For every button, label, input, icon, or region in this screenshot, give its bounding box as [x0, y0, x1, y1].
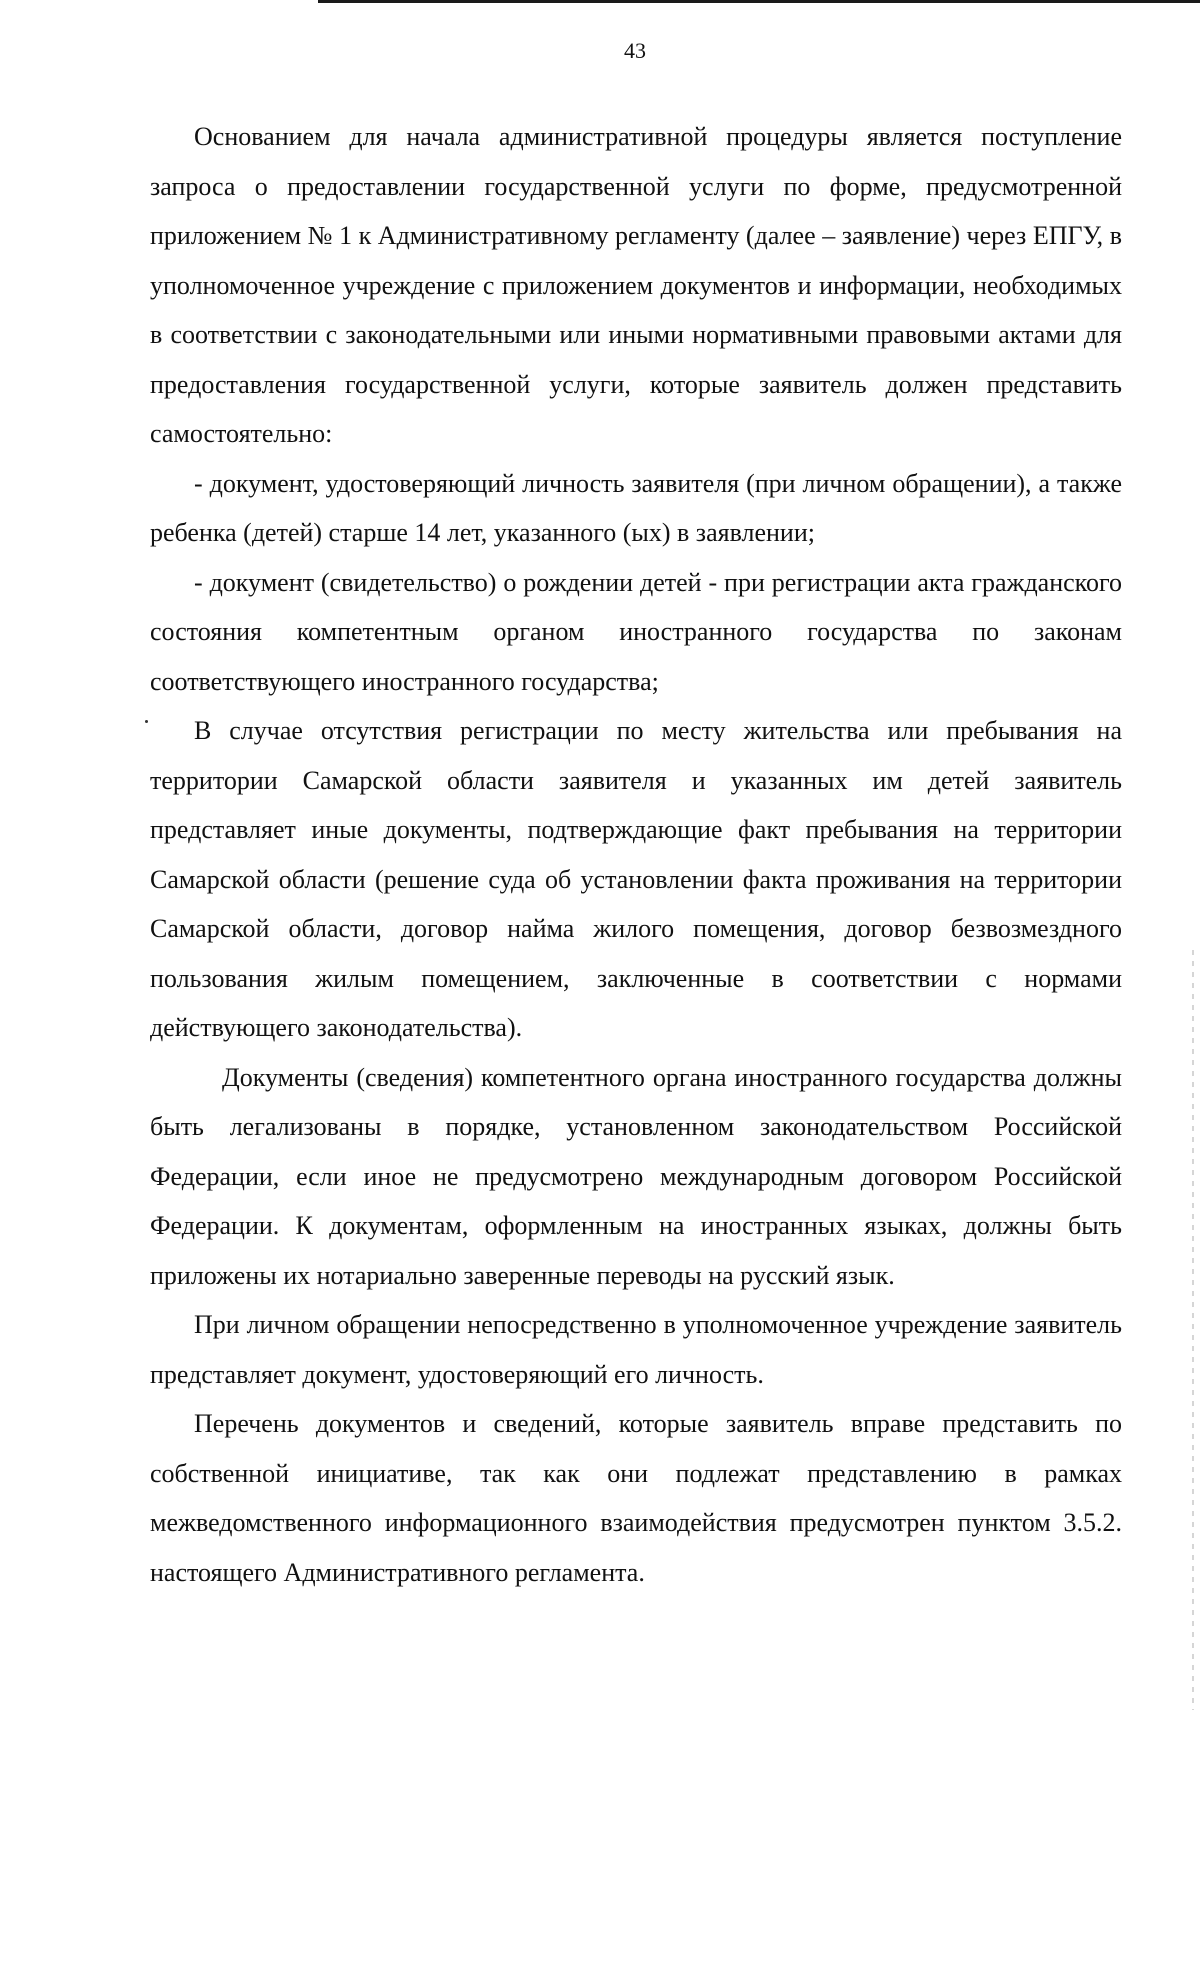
list-item-identity-document: - документ, удостоверяющий личность заявителя (при личном обращении), а также ребенка (детей) старше 14 лет, указанного (ых) в заявлении; — [150, 468, 1122, 547]
page-number: 43 — [624, 38, 646, 63]
paragraph-legalization: Документы (сведения) компетентного органа иностранного государства должны быть легализованы в порядке, установленном законодательством Российской Федерации, если иное не предусмотрено международным договором Российской Федерации. К документам, оформленным на иностранных языках, должны быть приложены их нотариально заверенные переводы на русский язык. — [150, 1062, 1122, 1290]
list-item-birth-certificate: - документ (свидетельство) о рождении детей - при регистрации акта гражданского состояния компетентным органом иностранного государства по законам соответствующего иностранного государства; — [150, 567, 1122, 696]
paragraph-personal-visit: При личном обращении непосредственно в уполномоченное учреждение заявитель представляет документ, удостоверяющий его личность. — [150, 1310, 1122, 1389]
page-body — [150, 112, 1122, 1597]
page-top-border — [318, 0, 1200, 3]
scan-speck — [145, 720, 148, 723]
paragraph-own-initiative: Перечень документов и сведений, которые заявитель вправе представить по собственной инициативе, так как они подлежат представлению в рамках межведомственного информационного взаимодействия предусмотрен пунктом 3.5.2. настоящего Административного регламента. — [150, 1409, 1122, 1587]
paragraph-basis: Основанием для начала административной процедуры является поступление запроса о предоставлении государственной услуги по форме, предусмотренной приложением № 1 к Административному регламенту (далее – заявление) через ЕПГУ, в уполномоченное учреждение с приложением документов и информации, необходимых в соответствии с законодательными или иными нормативными правовыми актами для предоставления государственной услуги, которые заявитель должен представить самостоятельно: — [150, 122, 1122, 448]
paragraph-no-registration: В случае отсутствия регистрации по месту жительства или пребывания на территории Самарской области заявителя и указанных им детей заявитель представляет иные документы, подтверждающие факт пребывания на территории Самарской области (решение суда об установлении факта проживания на территории Самарской области, договор найма жилого помещения, договор безвозмездного пользования жилым помещением, заключенные в соответствии с нормами действующего законодательства). — [150, 716, 1122, 1042]
scan-edge-artifact — [1192, 950, 1194, 1710]
